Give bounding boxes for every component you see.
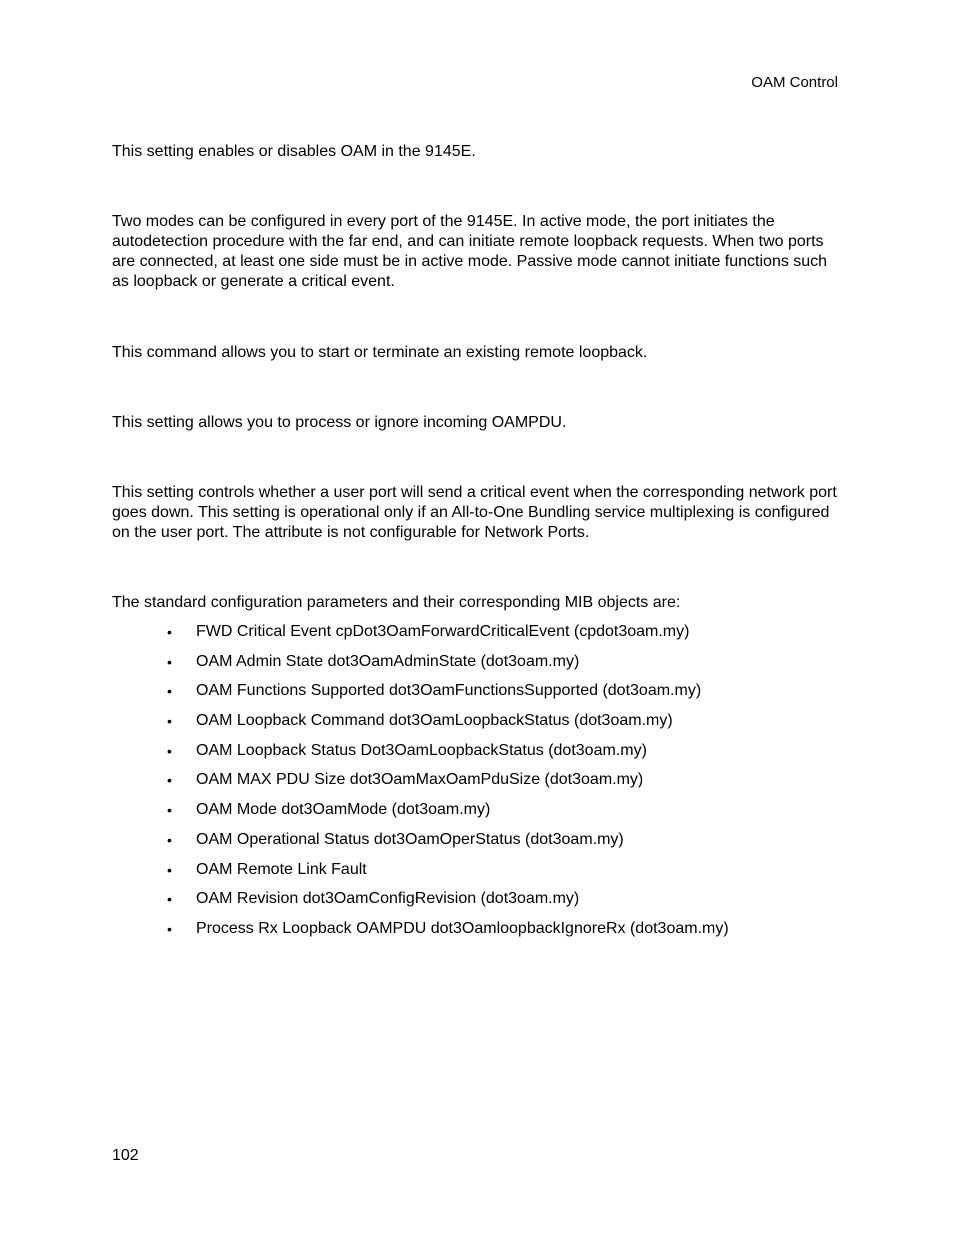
list-item: [112, 770, 837, 800]
running-header: OAM Control: [751, 74, 838, 91]
bullet-icon: •: [167, 891, 172, 908]
list-item: [112, 830, 837, 860]
list-item-text: OAM MAX PDU Size dot3OamMaxOamPduSize (dot3oam.my): [196, 771, 644, 789]
bullet-icon: •: [167, 831, 172, 848]
list-item: [112, 889, 837, 919]
mode-description: Two modes can be configured in every port of the 9145E. In active mode, the port initiates the autodetection procedure with the far end, and can initiate remote loopback requests. When two ports are connected, at least one side must be in active mode. Passive mode cannot initiate functions such as loopback or generate a critical event.: [112, 213, 828, 290]
list-item: [112, 622, 837, 652]
mib-object-list: [112, 622, 837, 949]
list-item-text: OAM Remote Link Fault: [196, 860, 367, 878]
list-item: [112, 741, 837, 771]
list-item-text: OAM Admin State dot3OamAdminState (dot3oam.my): [196, 652, 580, 670]
page-number: 102: [112, 1147, 139, 1164]
bullet-icon: •: [167, 683, 172, 700]
admin-state-description: This setting enables or disables OAM in the 9145E.: [112, 143, 476, 160]
bullet-icon: •: [167, 624, 172, 640]
list-item: [112, 800, 837, 830]
list-item-text: OAM Operational Status dot3OamOperStatus (dot3oam.my): [196, 830, 624, 848]
list-item-text: OAM Loopback Command dot3OamLoopbackStatus (dot3oam.my): [196, 712, 673, 730]
bullet-icon: •: [167, 742, 172, 759]
bullet-icon: •: [167, 653, 172, 670]
loopback-command-description: This command allows you to start or terminate an existing remote loopback.: [112, 344, 648, 361]
critical-event-description: This setting controls whether a user port will send a critical event when the corresponding network port goes down. This setting is operational only if an All-to-One Bundling service multiplexing is configured on the user port. The attribute is not configurable for Network Ports.: [112, 484, 837, 541]
process-rx-description: This setting allows you to process or ignore incoming OAMPDU.: [112, 414, 567, 431]
bullet-icon: •: [167, 713, 172, 730]
list-item-text: FWD Critical Event cpDot3OamForwardCriticalEvent (cpdot3oam.my): [196, 623, 690, 640]
list-item-text: Process Rx Loopback OAMPDU dot3OamloopbackIgnoreRx (dot3oam.my): [196, 919, 729, 937]
list-item: [112, 711, 837, 741]
list-item: [112, 919, 837, 949]
mib-intro: The standard configuration parameters and their corresponding MIB objects are:: [112, 594, 681, 611]
bullet-icon: •: [167, 772, 172, 789]
bullet-icon: •: [167, 920, 172, 937]
list-item-text: OAM Functions Supported dot3OamFunctionsSupported (dot3oam.my): [196, 682, 702, 700]
list-item: [112, 652, 837, 682]
list-item-text: OAM Loopback Status Dot3OamLoopbackStatus (dot3oam.my): [196, 741, 647, 759]
list-item-text: OAM Revision dot3OamConfigRevision (dot3oam.my): [196, 890, 580, 908]
list-item: [112, 681, 837, 711]
list-item-text: OAM Mode dot3OamMode (dot3oam.my): [196, 801, 491, 819]
list-item: [112, 860, 837, 890]
bullet-icon: •: [167, 861, 172, 878]
bullet-icon: •: [167, 802, 172, 819]
